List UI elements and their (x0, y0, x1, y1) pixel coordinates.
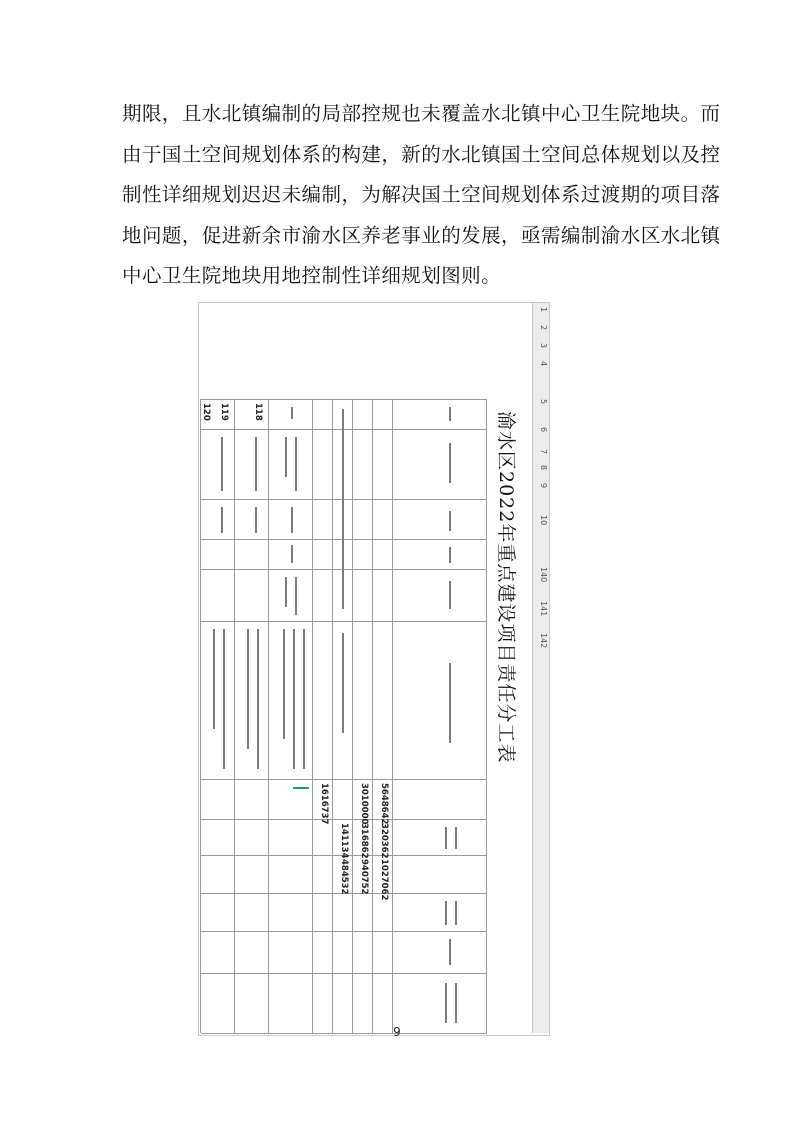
cell-text (342, 409, 344, 609)
cell-text (455, 827, 457, 849)
row-number: 142 (539, 633, 548, 649)
body-line-4: 地问题，促进新余市渝水区养老事业的发展，亟需编制渝水区水北镇 (122, 223, 721, 247)
cell-text (455, 983, 457, 1023)
cell-text (213, 629, 215, 729)
cell-text (449, 939, 451, 965)
cell-total: 5648642 (379, 783, 389, 825)
cell-text (295, 577, 297, 615)
table-rule (201, 819, 487, 820)
table-rule (201, 621, 487, 622)
cell-text (445, 983, 447, 1023)
table-image (198, 302, 550, 1036)
cell-value: 1027062 (379, 859, 389, 901)
cell-value: 141134 (339, 823, 349, 859)
body-paragraph (122, 94, 721, 297)
row-number: 8 (539, 465, 548, 471)
table-rule (201, 569, 487, 570)
row-number: 1 (539, 307, 548, 313)
table-rule (332, 399, 333, 1033)
cell-value: 940752 (359, 859, 369, 895)
cell-text (255, 507, 257, 533)
table-rule (201, 1033, 487, 1034)
table-rule (234, 399, 235, 1033)
table-title: 渝水区2022年重点建设项目责任分工表 (495, 411, 517, 764)
cell-text (247, 629, 249, 749)
cell-text (449, 407, 451, 421)
table-rule (201, 429, 487, 430)
cell-text (449, 511, 451, 531)
row-number: 2 (539, 325, 548, 331)
table-rule (268, 399, 269, 1033)
row-label: 120 (201, 403, 211, 421)
table-rule (201, 399, 487, 400)
cell-text (445, 901, 447, 925)
cell-text (293, 629, 295, 769)
cell-text (445, 827, 447, 849)
cell-value: 484532 (339, 859, 349, 895)
cell-text (221, 507, 223, 533)
table-rule (201, 539, 487, 540)
cell-text (342, 633, 344, 733)
row-number: 5 (539, 399, 548, 405)
page-number: 9 (393, 1025, 401, 1039)
body-line-5: 中心卫生院地块用地控制性详细规划图则。 (122, 264, 502, 288)
rotated-spreadsheet (199, 303, 549, 1033)
row-label: 118 (253, 403, 263, 421)
row-number: 3 (539, 343, 548, 349)
row-number-header (532, 303, 549, 1033)
cell-text (223, 629, 225, 769)
row-number: 6 (539, 427, 548, 433)
table-rule (392, 399, 393, 1033)
cell-text (285, 437, 287, 477)
row-number: 140 (539, 567, 548, 583)
cell-text (455, 901, 457, 925)
cell-subtotal: 3010000 (359, 783, 369, 825)
cell-text (449, 663, 451, 743)
row-number: 7 (539, 449, 548, 455)
body-line-1: 期限，且水北镇编制的局部控规也未覆盖水北镇中心卫生院地块。而 (122, 102, 721, 125)
active-cell-marker (293, 787, 309, 789)
row-label: 119 (219, 403, 229, 421)
cell-value: 320362 (379, 823, 389, 859)
cell-text (291, 407, 293, 419)
table-rule (201, 931, 487, 932)
cell-text (257, 629, 259, 769)
cell-text (283, 629, 285, 739)
table-rule (352, 399, 353, 1033)
cell-row-total: 1616737 (319, 783, 329, 825)
cell-text (291, 507, 293, 533)
row-number: 10 (539, 515, 548, 526)
row-number: 141 (539, 601, 548, 617)
cell-text (449, 443, 451, 483)
body-line-3: 制性详细规划迟迟未编制，为解决国土空间规划体系过渡期的项目落 (122, 183, 721, 207)
cell-value: 316862 (359, 823, 369, 859)
table-rule (201, 973, 487, 974)
cell-text (291, 545, 293, 563)
table-rule (201, 499, 487, 500)
row-number: 4 (539, 361, 548, 367)
row-number: 9 (539, 483, 548, 489)
cell-text (295, 437, 297, 491)
table-rule (201, 779, 487, 780)
table-rule (200, 399, 201, 1033)
table-rule (312, 399, 313, 1033)
cell-text (221, 437, 223, 491)
cell-text (449, 581, 451, 609)
table-rule (486, 399, 487, 1033)
cell-text (255, 437, 257, 491)
body-line-2: 由于国土空间规划体系的构建，新的水北镇国土空间总体规划以及控 (122, 142, 721, 166)
cell-text (303, 629, 305, 769)
cell-text (285, 577, 287, 607)
cell-text (449, 547, 451, 563)
table-rule (372, 399, 373, 1033)
